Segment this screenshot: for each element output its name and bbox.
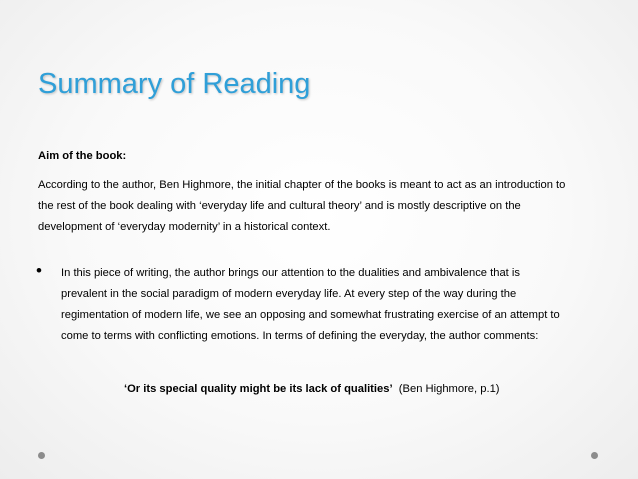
aim-heading: Aim of the book: [38,150,127,162]
slide-title: Summary of Reading [38,68,311,100]
bullet-line: regimentation of modern life, we see an opposing and somewhat frustrating exercise of an attempt to [61,309,560,321]
intro-line: According to the author, Ben Highmore, the initial chapter of the books is meant to act as an introduction to [38,179,566,191]
quote-citation: (Ben Highmore, p.1) [398,383,500,395]
quote-block [124,383,500,395]
intro-line: the rest of the book dealing with ‘everyday life and cultural theory’ and is mostly descriptive on the [38,200,521,212]
intro-paragraph [38,175,618,238]
bullet-line: prevalent in the social paradigm of modern everyday life. At every step of the way during the [61,288,517,300]
corner-dot-right-icon [591,452,598,459]
bullet-icon: • [36,261,42,280]
bullet-paragraph [61,263,621,347]
bullet-line: In this piece of writing, the author brings our attention to the dualities and ambivalence that is [61,267,520,279]
intro-line: development of ‘everyday modernity’ in a historical context. [38,221,331,233]
bullet-line: come to terms with conflicting emotions. In terms of defining the everyday, the author comments: [61,330,539,342]
corner-dot-left-icon [38,452,45,459]
quote-text: ‘Or its special quality might be its lack of qualities’ [124,383,393,395]
